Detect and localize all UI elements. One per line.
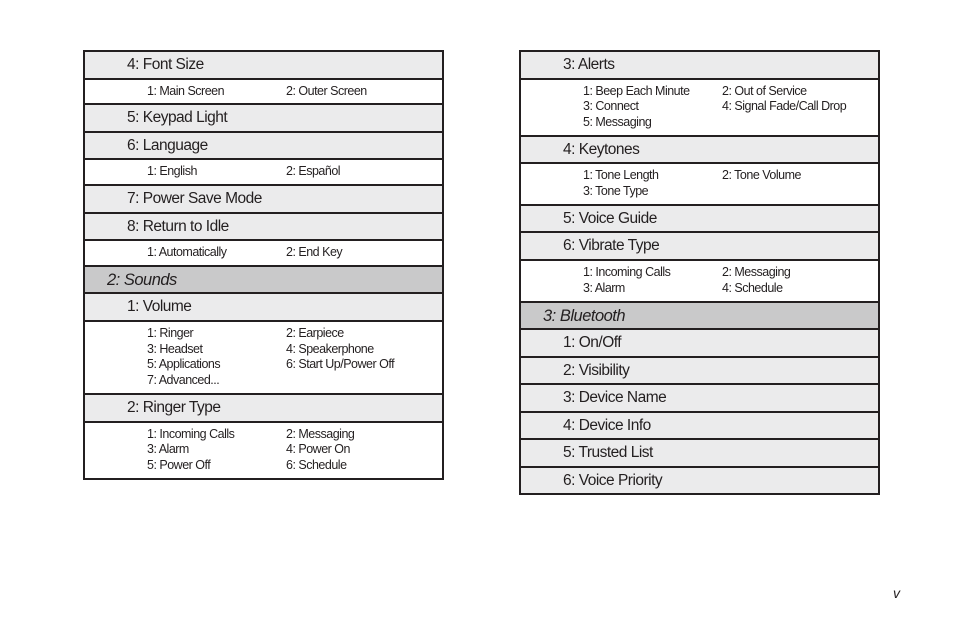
menu-item-label: 1: Volume [127, 298, 192, 316]
menu-item-label: 4: Keytones [563, 140, 640, 158]
submenu-option: 1: Incoming Calls [147, 426, 235, 441]
menu-item-volume [85, 294, 442, 322]
menu-item-on-off [521, 330, 878, 358]
menu-item-language [85, 133, 442, 161]
submenu-option: 2: Outer Screen [286, 83, 367, 98]
section-header-bluetooth [521, 303, 878, 331]
submenu-option: 3: Headset [147, 341, 203, 356]
submenu-options [85, 160, 442, 186]
submenu-option: 2: Español [286, 164, 341, 179]
submenu-options-grid [583, 265, 878, 297]
menu-item-label: 2: Visibility [563, 361, 630, 379]
submenu-option: 3: Tone Type [583, 184, 649, 199]
submenu-option: 3: Alarm [583, 280, 625, 295]
menu-item-device-info [521, 413, 878, 441]
section-label: 3: Bluetooth [543, 306, 626, 325]
submenu-options-grid [147, 326, 442, 389]
menu-item-device-name [521, 385, 878, 413]
submenu-option: 2: Out of Service [722, 83, 807, 98]
menu-item-alerts [521, 52, 878, 80]
menu-item-label: 8: Return to Idle [127, 217, 229, 235]
submenu-option: 2: Earpiece [286, 325, 344, 340]
menu-item-voice-priority [521, 468, 878, 496]
submenu-option: 1: Ringer [147, 325, 194, 340]
menu-item-label: 7: Power Save Mode [127, 190, 262, 208]
submenu-option: 4: Speakerphone [286, 341, 374, 356]
submenu-options-grid [147, 245, 442, 261]
submenu-option: 4: Power On [286, 442, 350, 457]
submenu-option: 4: Signal Fade/Call Drop [722, 99, 847, 114]
submenu-option: 2: Messaging [722, 264, 791, 279]
submenu-options-grid [583, 84, 878, 131]
submenu-option: 1: Beep Each Minute [583, 83, 690, 98]
submenu-options [85, 423, 442, 480]
menu-item-label: 4: Font Size [127, 56, 204, 73]
submenu-option: 1: Main Screen [147, 83, 225, 98]
submenu-option: 4: Schedule [722, 280, 783, 295]
menu-item-keypad-light [85, 105, 442, 133]
menu-item-label: 1: On/Off [563, 334, 622, 352]
menu-item-label: 5: Voice Guide [563, 209, 657, 227]
submenu-options-grid [147, 427, 442, 474]
menu-item-ringer-type [85, 395, 442, 423]
menu-item-font-size [85, 52, 442, 80]
menu-item-label: 5: Keypad Light [127, 109, 228, 127]
menu-item-vibrate-type [521, 233, 878, 261]
submenu-option: 1: Automatically [147, 245, 227, 260]
menu-item-trusted-list [521, 440, 878, 468]
menu-item-visibility [521, 358, 878, 386]
submenu-option: 1: Tone Length [583, 168, 659, 183]
section-label: 2: Sounds [107, 270, 177, 289]
submenu-option: 5: Power Off [147, 458, 211, 473]
page-number: v [893, 585, 900, 601]
submenu-option: 1: Incoming Calls [583, 264, 671, 279]
menu-table-right [519, 50, 880, 495]
submenu-options-grid [583, 168, 878, 200]
submenu-option: 2: Messaging [286, 426, 355, 441]
submenu-options [521, 261, 878, 303]
menu-item-power-save-mode [85, 186, 442, 214]
submenu-option: 6: Start Up/Power Off [286, 357, 395, 372]
menu-item-voice-guide [521, 206, 878, 234]
menu-item-label: 4: Device Info [563, 416, 651, 434]
menu-table-left [83, 50, 444, 480]
menu-item-return-to-idle [85, 214, 442, 242]
submenu-option: 1: English [147, 164, 197, 179]
submenu-options-grid [147, 84, 442, 100]
menu-item-label: 6: Language [127, 136, 208, 154]
submenu-options [521, 164, 878, 206]
submenu-option: 2: End Key [286, 245, 343, 260]
submenu-option: 7: Advanced... [147, 373, 220, 388]
submenu-options [85, 322, 442, 395]
submenu-option: 6: Schedule [286, 458, 347, 473]
submenu-options-grid [147, 164, 442, 180]
menu-item-label: 5: Trusted List [563, 444, 653, 462]
submenu-options [85, 80, 442, 106]
submenu-options [521, 80, 878, 137]
menu-item-label: 6: Vibrate Type [563, 237, 660, 255]
menu-item-label: 3: Alerts [563, 56, 615, 73]
menu-item-label: 2: Ringer Type [127, 399, 221, 417]
submenu-options [85, 241, 442, 267]
menu-item-label: 3: Device Name [563, 389, 667, 407]
submenu-option: 5: Applications [147, 357, 221, 372]
submenu-option: 2: Tone Volume [722, 168, 801, 183]
section-header-sounds [85, 267, 442, 295]
submenu-option: 3: Connect [583, 99, 639, 114]
menu-item-keytones [521, 137, 878, 165]
menu-item-label: 6: Voice Priority [563, 471, 663, 489]
submenu-option: 3: Alarm [147, 442, 189, 457]
submenu-option: 5: Messaging [583, 115, 652, 130]
